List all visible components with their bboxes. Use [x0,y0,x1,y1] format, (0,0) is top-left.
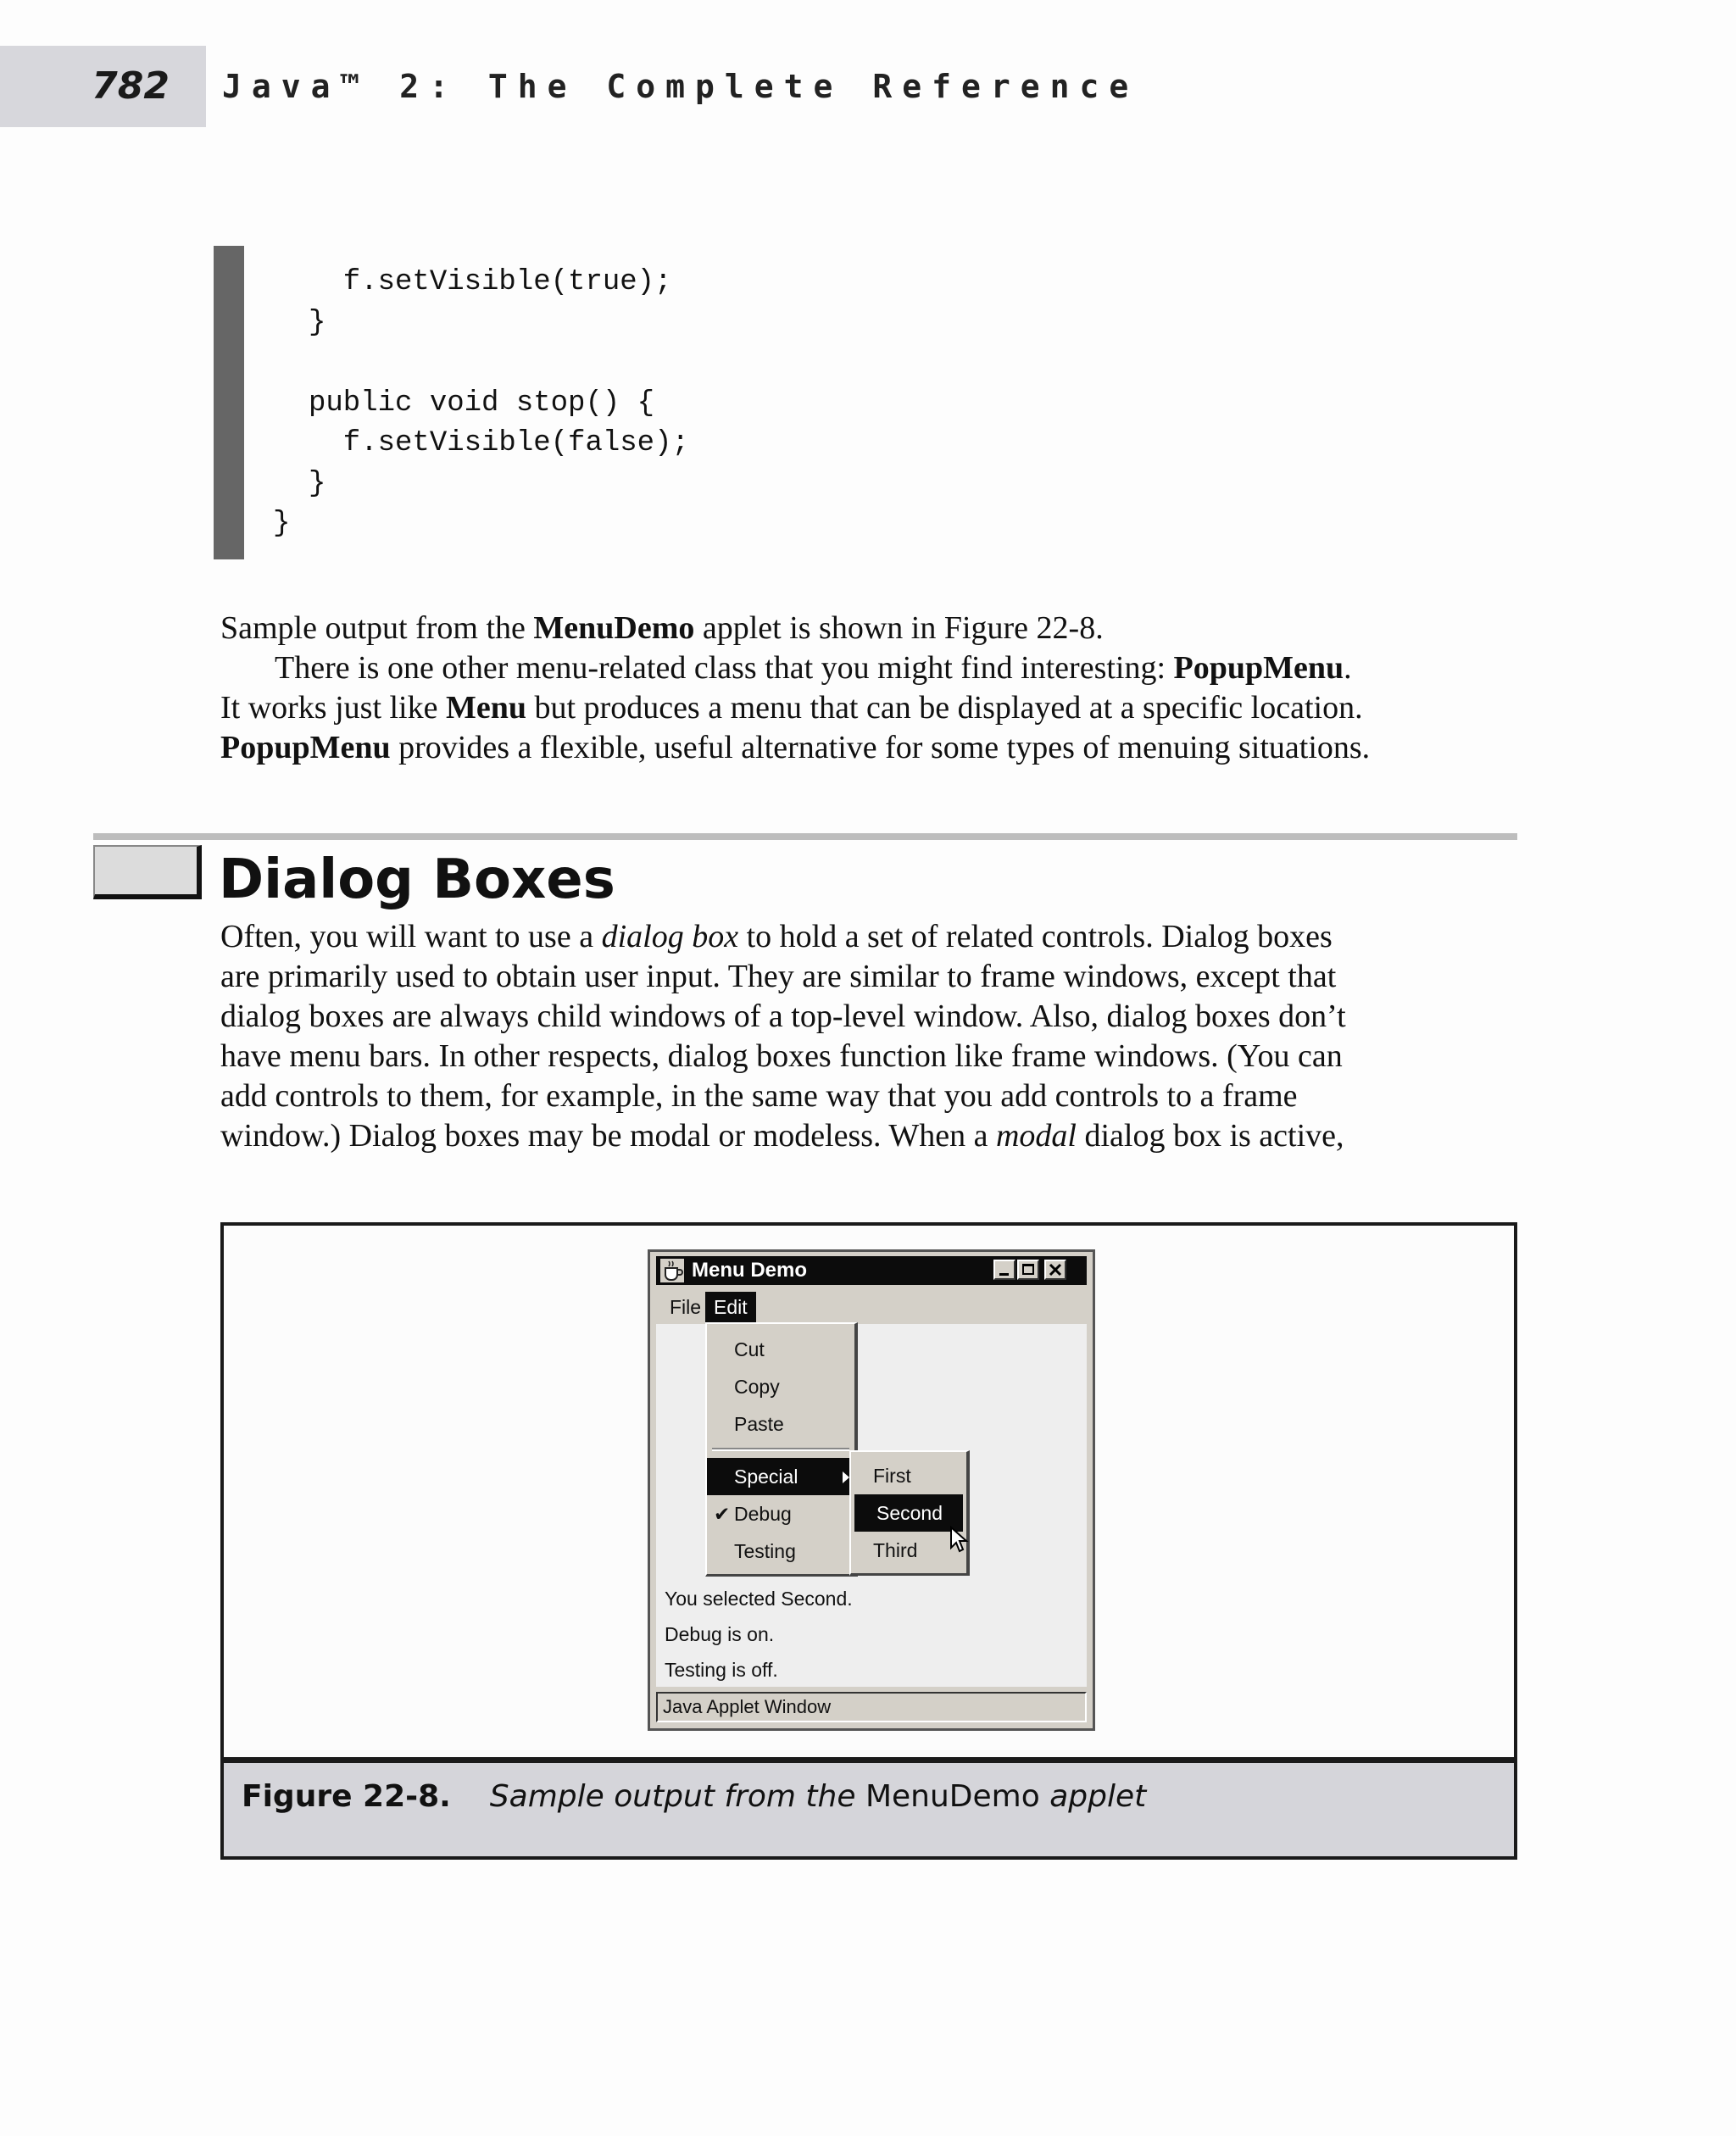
figure-divider [220,1757,1517,1763]
section-rule [93,833,1517,840]
text-run: to hold a set of related controls. Dialog boxes [738,919,1333,954]
menu-item-special[interactable] [707,1458,854,1495]
class-name: MenuDemo [533,610,695,646]
paragraph-line: are primarily used to obtain user input. They are similar to frame windows, except that [220,959,1337,994]
applet-status-bar: Java Applet Window [656,1692,1087,1722]
code-line: } [273,508,291,540]
text-run: There is one other menu-related class that you might find interesting: [275,650,1174,686]
paragraph-line: add controls to them, for example, in the same way that you add controls to a frame [220,1078,1298,1114]
menu-item-debug[interactable] [707,1495,854,1532]
code-block-bar [214,246,244,559]
section-title: Dialog Boxes [219,848,615,911]
code-line: public void stop() { [309,387,655,420]
checkmark-icon: ✔ [714,1503,731,1525]
menu-item-testing[interactable]: Testing [734,1540,796,1562]
maximize-button[interactable] [1017,1260,1039,1280]
close-button[interactable] [1044,1260,1066,1280]
minimize-icon [999,1273,1009,1276]
minimize-button[interactable] [993,1260,1015,1280]
paragraph-line: have menu bars. In other respects, dialog boxes function like frame windows. (You can [220,1038,1343,1074]
caption-class-name: MenuDemo [865,1779,1040,1814]
java-cup-icon[interactable] [659,1258,685,1283]
emphasis: dialog box [601,919,739,954]
submenu-item-third[interactable]: Third [873,1539,918,1561]
figure-label: Figure 22-8. [242,1779,451,1814]
close-icon [1049,1263,1062,1277]
status-debug: Debug is on. [665,1623,775,1645]
menu-edit[interactable]: Edit [705,1292,756,1322]
emphasis: modal [995,1118,1077,1154]
figure-caption [242,1776,1146,1818]
paragraph-line [220,609,1104,649]
code-line: f.setVisible(false); [309,427,689,459]
text-run: Sample output from the [220,610,534,646]
section-marker-icon [93,845,202,899]
menu-file[interactable]: File [670,1296,702,1318]
submenu-arrow-icon [843,1471,849,1483]
running-head: Java™ 2: The Complete Reference [222,68,1139,105]
class-name: PopupMenu [1173,650,1344,686]
text-run: dialog box is active, [1076,1118,1344,1154]
class-name: Menu [445,690,526,726]
status-testing: Testing is off. [665,1659,778,1681]
page-number: 782 [92,64,170,108]
submenu-item-first[interactable]: First [873,1465,911,1487]
edit-dropdown-menu [705,1322,858,1577]
submenu-item-second[interactable]: Second [854,1494,963,1532]
class-name: PopupMenu [220,730,391,765]
text-run: applet is shown in Figure 22-8. [694,610,1104,646]
text-run: but produces a menu that can be displayed at a specific location. [526,690,1363,726]
paragraph-line [220,917,1333,958]
text-run: window.) Dialog boxes may be modal or modeless. When a [220,1118,996,1154]
menu-item-paste[interactable]: Paste [734,1413,784,1435]
code-line: f.setVisible(true); [309,266,672,298]
paragraph-line: dialog boxes are always child windows of a top-level window. Also, dialog boxes don’t [220,998,1346,1034]
paragraph-line [220,728,1370,769]
status-selected: You selected Second. [665,1588,853,1610]
paragraph-line [220,688,1363,729]
special-submenu [849,1450,970,1576]
text-run: provides a flexible, useful alternative for some types of menuing situations. [390,730,1371,765]
paragraph-line [275,648,1352,689]
text-run: . [1344,650,1352,686]
maximize-icon [1022,1264,1034,1275]
menu-item-copy[interactable]: Copy [734,1376,780,1398]
menu-separator [712,1448,849,1451]
code-line: } [309,306,326,339]
caption-text: Sample output from the [489,1779,865,1814]
menu-item-label: Debug [734,1503,792,1525]
text-run: Often, you will want to use a [220,919,602,954]
paragraph-line [220,1116,1344,1157]
text-run: It works just like [220,690,446,726]
mouse-pointer-icon [949,1526,970,1555]
menu-item-cut[interactable]: Cut [734,1338,765,1360]
menu-item-label: Special [734,1466,798,1488]
caption-text: applet [1039,1779,1147,1814]
code-block [273,263,689,545]
window-title: Menu Demo [692,1259,808,1282]
code-line: } [309,467,326,500]
